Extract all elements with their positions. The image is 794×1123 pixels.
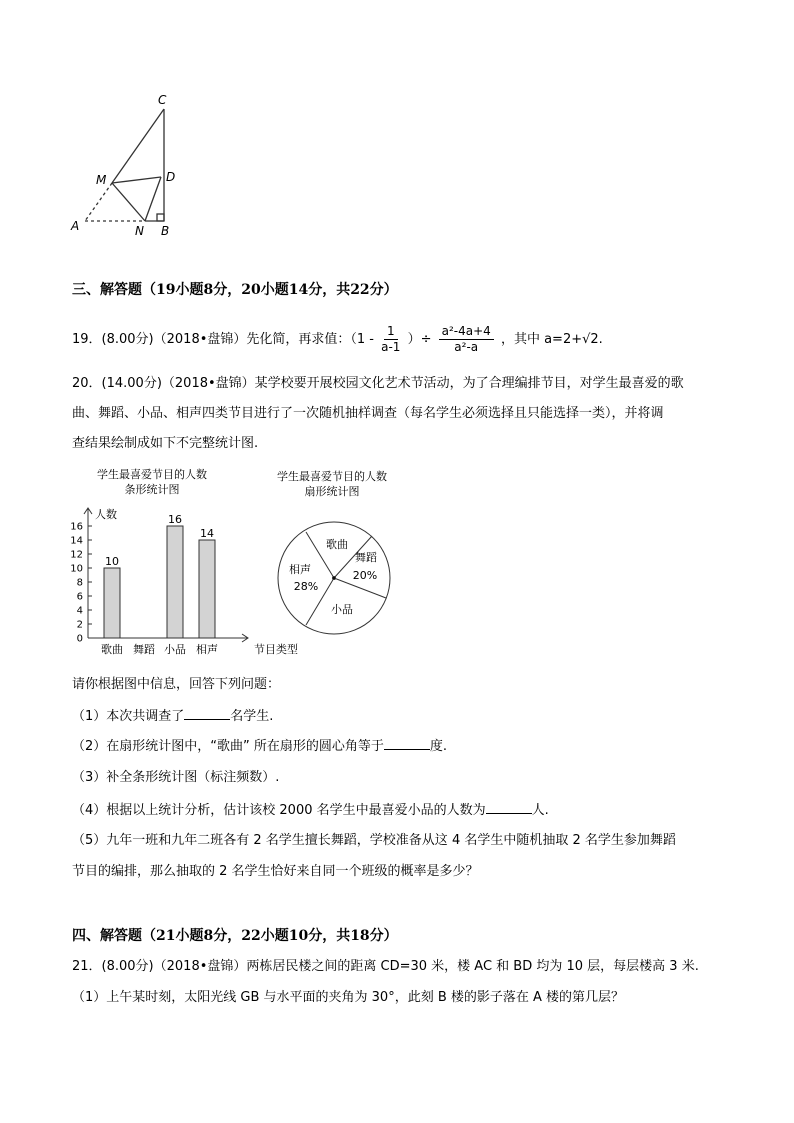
fraction-2 <box>439 324 494 355</box>
bar-3 <box>199 540 215 638</box>
y-tick-label: 14 <box>70 535 83 547</box>
pie-pct-crosstalk: 28% <box>293 580 319 593</box>
q19-mid: ）÷ <box>407 332 432 347</box>
statistics-charts <box>0 460 420 665</box>
frac1-num: 1 <box>384 324 398 340</box>
q20-sub1 <box>72 707 273 726</box>
sub4-text: （4）根据以上统计分析，估计该校 2000 名学生中最喜爱小品的人数为 <box>72 803 486 818</box>
section4-heading: 四、解答题（21小题8分，22小题10分，共18分） <box>72 928 398 944</box>
frac2-num: a²-4a+4 <box>439 324 494 340</box>
label-d: D <box>166 170 176 184</box>
y-tick-label: 0 <box>76 633 83 645</box>
q20-line1: 20．(14.00分)（2018•盘锦）某学校要开展校园文化艺术节活动，为了合理编排节目，对学生最喜爱的歌 <box>72 376 684 391</box>
q20-sub5-line1: （5）九年一班和九年二班各有 2 名学生擅长舞蹈，学校准备从这 4 名学生中随机抽取 2 名学生参加舞蹈 <box>72 833 676 848</box>
bar-0 <box>104 568 120 638</box>
y-tick-label: 6 <box>76 591 83 603</box>
frac1-den: a-1 <box>381 340 401 354</box>
label-b: B <box>161 224 170 238</box>
label-a: A <box>71 219 80 233</box>
x-category-label: 相声 <box>196 643 218 656</box>
label-c: C <box>158 93 167 107</box>
geometry-figure <box>60 90 200 240</box>
frac2-den: a²-a <box>454 340 479 354</box>
y-axis-label: 人数 <box>95 508 117 521</box>
bar-title-1: 学生最喜爱节目的人数 <box>97 468 207 481</box>
answer-blank-4[interactable] <box>486 801 532 814</box>
q19-suffix: ，其中 a=2+√2. <box>500 332 603 347</box>
y-tick-label: 12 <box>70 549 83 561</box>
q19-prefix: 19．(8.00分)（2018•盘锦）先化简，再求值：（1 - <box>72 332 374 347</box>
y-tick-label: 4 <box>76 605 83 617</box>
bar-data-label: 10 <box>105 555 119 568</box>
q20-line2: 曲、舞蹈、小品、相声四类节目进行了一次随机抽样调查（每名学生必须选择且只能选择一类），并将调 <box>72 406 664 421</box>
x-axis-label: 节目类型 <box>254 643 298 656</box>
sub1-text: （1）本次共调查了 <box>72 709 185 724</box>
q20-sub4 <box>72 801 549 820</box>
fraction-1 <box>381 324 400 355</box>
sub4-suffix: 人. <box>531 803 549 818</box>
answer-blank-1[interactable] <box>184 707 230 720</box>
question-21: 21．(8.00分)（2018•盘锦）两栋居民楼之间的距离 CD=30 米，楼 AC 和 BD 均为 10 层，每层楼高 3 米. <box>72 959 699 974</box>
q20-sub2 <box>72 737 447 756</box>
sub2-text: （2）在扇形统计图中，“歌曲” 所在扇形的圆心角等于 <box>72 739 384 754</box>
label-n: N <box>135 224 144 238</box>
x-category-label: 舞蹈 <box>133 643 155 656</box>
pie-pct-dance: 20% <box>352 569 378 582</box>
question-19 <box>72 320 603 360</box>
q20-sub5-line2: 节目的编排，那么抽取的 2 名学生恰好来自同一个班级的概率是多少？ <box>72 864 479 879</box>
bar-title-2: 条形统计图 <box>124 483 180 496</box>
answer-blank-2[interactable] <box>384 737 430 750</box>
q20-sub3: （3）补全条形统计图（标注频数）. <box>72 770 280 785</box>
question-21-part1: （1）上午某时刻，太阳光线 GB 与水平面的夹角为 30°，此刻 B 楼的影子落在 A 楼的第几层？ <box>72 990 625 1005</box>
pie-title-2: 扇形统计图 <box>304 485 360 498</box>
label-m: M <box>96 173 107 187</box>
bar-data-label: 14 <box>200 527 214 540</box>
pie-label-songs: 歌曲 <box>326 538 348 551</box>
x-category-label: 小品 <box>164 643 186 656</box>
bar-data-label: 16 <box>168 513 182 526</box>
pie-title-1: 学生最喜爱节目的人数 <box>277 470 387 483</box>
y-tick-label: 10 <box>70 563 83 575</box>
q20-intro: 请你根据图中信息，回答下列问题： <box>72 677 281 692</box>
pie-label-crosstalk: 相声 <box>289 563 311 576</box>
bar-2 <box>167 526 183 638</box>
sub2-suffix: 度. <box>429 739 448 754</box>
y-tick-label: 16 <box>70 521 83 533</box>
sub1-suffix: 名学生. <box>230 709 274 724</box>
pie-label-dance: 舞蹈 <box>355 551 377 564</box>
q20-line3: 查结果绘制成如下不完整统计图. <box>72 436 259 451</box>
pie-label-skit: 小品 <box>331 603 353 616</box>
x-category-label: 歌曲 <box>101 643 123 656</box>
y-tick-label: 8 <box>76 577 83 589</box>
y-tick-label: 2 <box>76 619 83 631</box>
section3-heading: 三、解答题（19小题8分，20小题14分，共22分） <box>72 282 398 298</box>
